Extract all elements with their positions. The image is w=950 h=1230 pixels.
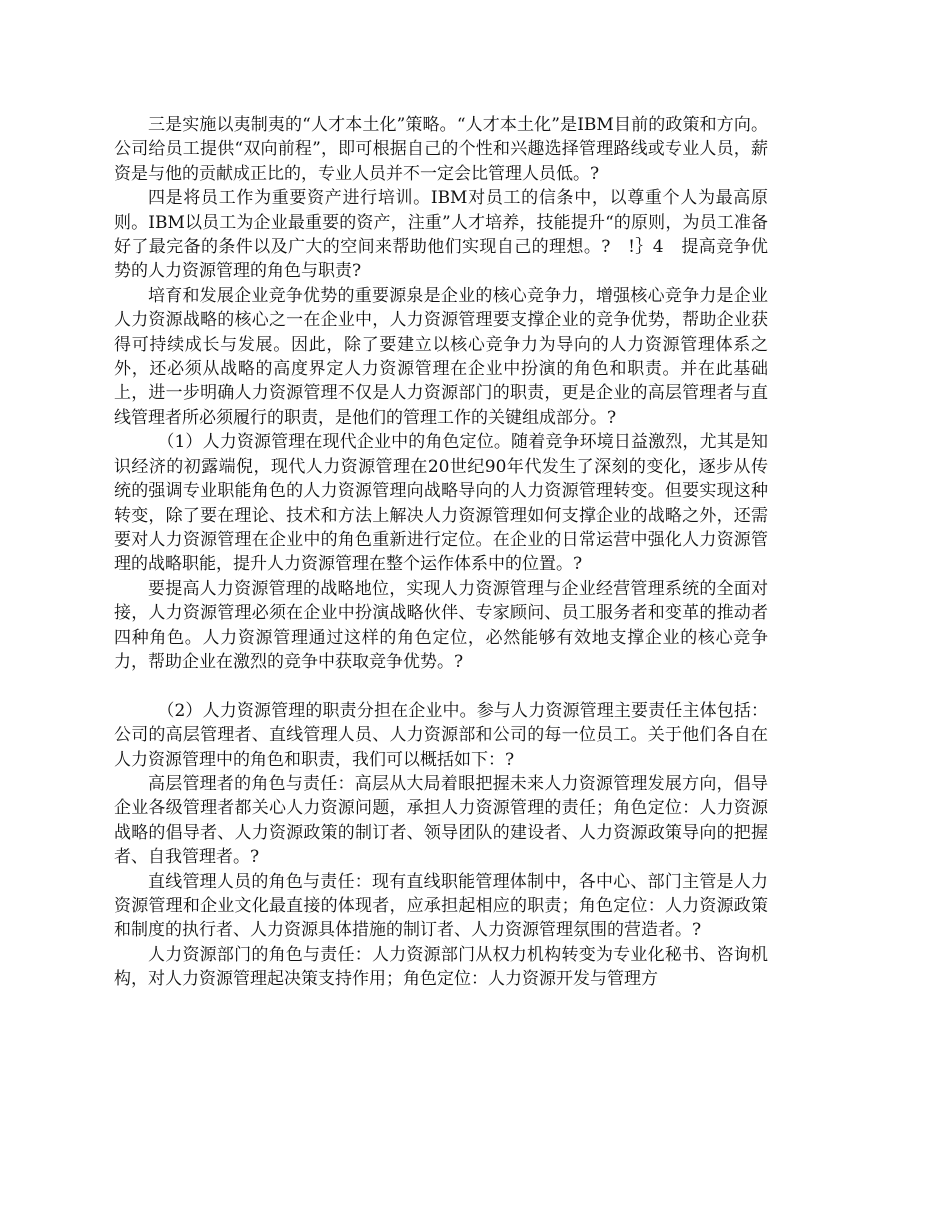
paragraph-strategic-status: 要提高人力资源管理的战略地位，实现人力资源管理与企业经营管理系统的全面对接，人力资源管理必须在企业中扮演战略伙伴、专家顾问、员工服务者和变革的推动者四种角色。人力资源管理通过这样的角色定位，必然能够有效地支撑企业的核心竞争力，帮助企业在激烈的竞争中获取竞争优势。? <box>114 578 768 672</box>
paragraph-responsibility-sharing: （2）人力资源管理的职责分担在企业中。参与人力资源管理主要责任主体包括：公司的高层管理者、直线管理人员、人力资源部和公司的每一位员工。关于他们各自在人力资源管理中的角色和职责，我们可以概括如下：? <box>114 700 768 770</box>
paragraph-spacer <box>114 674 768 698</box>
paragraph-hr-department-role: 人力资源部门的角色与责任：人力资源部门从权力机构转变为专业化秘书、咨询机构，对人力资源管理起决策支持作用；角色定位：人力资源开发与管理方 <box>114 944 768 990</box>
paragraph-localization-strategy: 三是实施以夷制夷的“人才本土化”策略。“人才本土化”是IBM目前的政策和方向。公司给员工提供“双向前程”，即可根据自己的个性和兴趣选择管理路线或专业人员，薪资是与他的贡献成正比的，专业人员并不一定会比管理人员低。? <box>114 115 768 184</box>
paragraph-role-positioning: （1）人力资源管理在现代企业中的角色定位。随着竞争环境日益激烈，尤其是知识经济的初露端倪，现代人力资源管理在20世纪90年代发生了深刻的变化，逐步从传统的强调专业职能角色的人力资源管理向战略导向的人力资源管理转变。但要实现这种转变，除了要在理论、技术和方法上解决人力资源管理如何支撑企业的战略之外，还需要对人力资源管理在企业中的角色重新进行定位。在企业的日常运营中强化人力资源管理的战略职能，提升人力资源管理在整个运作体系中的位置。? <box>114 432 768 575</box>
paragraph-line-manager-role: 直线管理人员的角色与责任：现有直线职能管理体制中，各中心、部门主管是人力资源管理和企业文化最直接的体现者，应承担起相应的职责；角色定位：人力资源政策和制度的执行者、人力资源具体措施的制订者、人力资源管理氛围的营造者。? <box>114 871 768 941</box>
document-page <box>114 113 768 992</box>
paragraph-employee-training: 四是将员工作为重要资产进行培训。IBM对员工的信条中，以尊重个人为最高原则。IBM以员工为企业最重要的资产，注重”人才培养，技能提升“的原则，为员工准备好了最完备的条件以及广大的空间来帮助他们实现自己的理想。? !｝4 提高竞争优势的人力资源管理的角色与职责? <box>114 188 768 282</box>
paragraph-core-competence: 培育和发展企业竞争优势的重要源泉是企业的核心竞争力，增强核心竞争力是企业人力资源战略的核心之一在企业中，人力资源管理要支撑企业的竞争优势，帮助企业获得可持续成长与发展。因此，除了要建立以核心竞争力为导向的人力资源管理体系之外，还必须从战略的高度界定人力资源管理在企业中扮演的角色和职责。并在此基础上，进一步明确人力资源管理不仅是人力资源部门的职责，更是企业的高层管理者与直线管理者所必须履行的职责，是他们的管理工作的关键组成部分。? <box>114 285 768 428</box>
paragraph-senior-management-role: 高层管理者的角色与责任：高层从大局着眼把握未来人力资源管理发展方向，倡导企业各级管理者都关心人力资源问题，承担人力资源管理的责任；角色定位：人力资源战略的倡导者、人力资源政策的制订者、领导团队的建设者、人力资源政策导向的把握者、自我管理者。? <box>114 773 768 868</box>
